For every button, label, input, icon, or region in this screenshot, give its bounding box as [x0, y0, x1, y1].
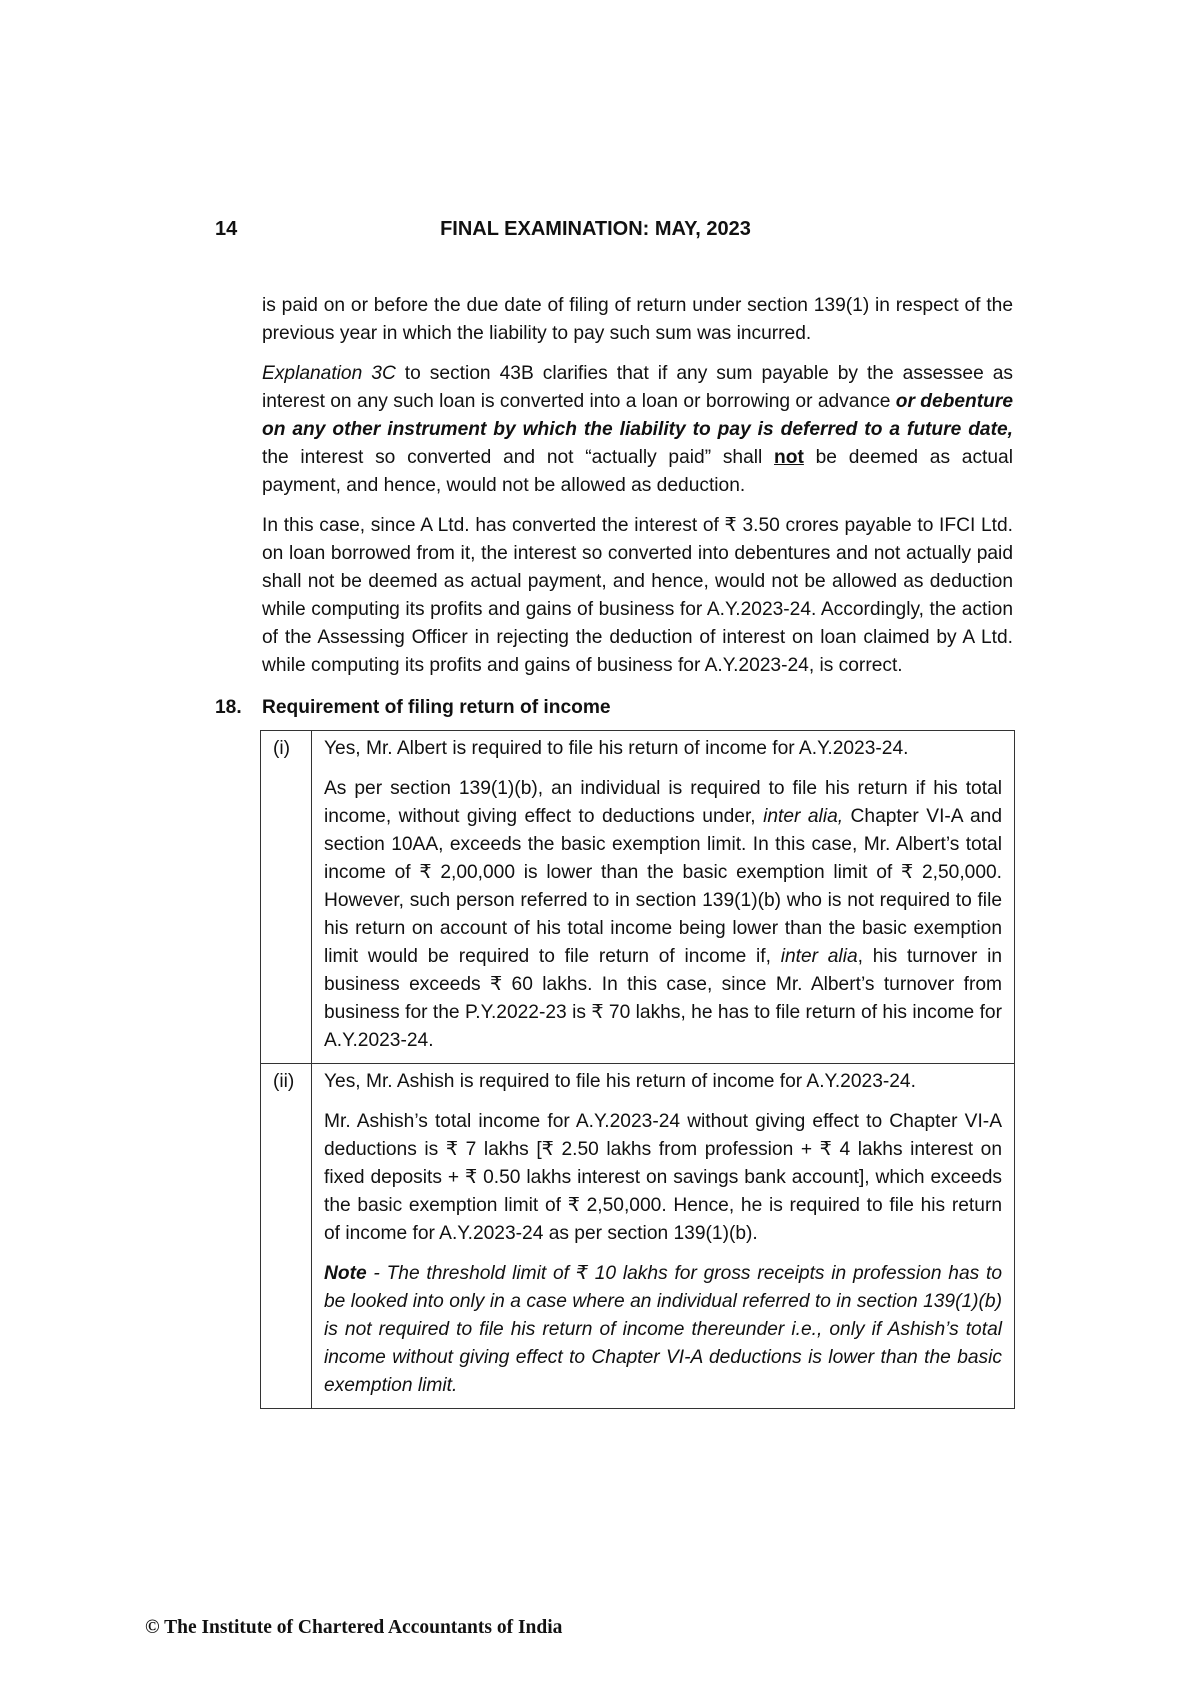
page-number: 14	[215, 218, 238, 240]
explanation-label: Explanation 3C	[262, 363, 396, 384]
row-label: (i)	[261, 731, 312, 1064]
answer-table	[260, 730, 1015, 1409]
question-number: 18.	[215, 697, 242, 718]
explanation-text-part2: the interest so converted and not “actually paid” shall	[262, 447, 775, 468]
detail-italic-2: inter alia	[780, 946, 858, 967]
row-note	[324, 1260, 1002, 1400]
row-detail	[324, 775, 1002, 1055]
detail-part-a: As per section 139(1)(b), an individual is required to file his return if his total income, without giving effect to deductions under,	[324, 778, 1002, 827]
question-title: Requirement of filing return of income	[262, 697, 611, 718]
detail-part-b: Chapter VI-A and section 10AA, exceeds the basic exemption limit. In this case, Mr. Albert’s total income of ₹ 2,00,000 is lower than the basic exemption limit of ₹ 2,50,000. However, such person referred to in section 139(1)(b) who is not required to file his return on account of his total income being lower than the basic exemption limit would be required to file return of income if,	[324, 806, 1003, 967]
detail-italic-1: inter alia,	[763, 806, 844, 827]
running-header-title: FINAL EXAMINATION: MAY, 2023	[440, 218, 751, 240]
note-text: - The threshold limit of ₹ 10 lakhs for gross receipts in profession has to be looked into only in a case where an individual referred to in section 139(1)(b) is not required to file his return of income thereunder i.e., only if Ashish’s total income without giving effect to Chapter VI-A deductions is lower than the basic exemption limit.	[324, 1263, 1002, 1396]
table-row	[261, 1064, 1015, 1409]
table-row	[261, 731, 1015, 1064]
row-label: (ii)	[261, 1064, 312, 1409]
paragraph-case-conclusion: In this case, since A Ltd. has converted the interest of ₹ 3.50 crores payable to IFCI Ltd. on loan borrowed from it, the interest so converted into debentures and not actually paid shall not be deemed as actual payment, and hence, would not be allowed as deduction while computing its profits and gains of business for A.Y.2023-24. Accordingly, the action of the Assessing Officer in rejecting the deduction of interest on loan claimed by A Ltd. while computing its profits and gains of business for A.Y.2023-24, is correct.	[262, 515, 1013, 676]
paragraph-due-date: is paid on or before the due date of filing of return under section 139(1) in respect of the previous year in which the liability to pay such sum was incurred.	[262, 295, 1013, 344]
note-label: Note	[324, 1263, 367, 1284]
paragraph-explanation-3c	[262, 360, 1013, 500]
row-content	[312, 1064, 1015, 1409]
footer-copyright: © The Institute of Chartered Accountants of India	[145, 1617, 563, 1638]
row-intro: Yes, Mr. Ashish is required to file his return of income for A.Y.2023-24.	[324, 1071, 916, 1092]
question-18-heading	[215, 694, 611, 722]
explanation-bold-italic: or debenture on any other instrument by which the liability to pay is deferred to a future date,	[262, 391, 1013, 440]
continuation-text	[262, 292, 1013, 692]
explanation-text-part3: be deemed as actual payment, and hence, would not be allowed as deduction.	[262, 447, 1013, 496]
detail-part-c: , his turnover in business exceeds ₹ 60 lakhs. In this case, since Mr. Albert’s turnover from business for the P.Y.2022-23 is ₹ 70 lakhs, he has to file return of his income for A.Y.2023-24.	[324, 946, 1003, 1051]
explanation-not-word: not	[774, 447, 804, 468]
row-intro: Yes, Mr. Albert is required to file his return of income for A.Y.2023-24.	[324, 738, 909, 759]
row-content	[312, 731, 1015, 1064]
row-detail: Mr. Ashish’s total income for A.Y.2023-24 without giving effect to Chapter VI-A deductions is ₹ 7 lakhs [₹ 2.50 lakhs from profession + ₹ 4 lakhs interest on fixed deposits + ₹ 0.50 lakhs interest on savings bank account], which exceeds the basic exemption limit of ₹ 2,50,000. Hence, he is required to file his return of income for A.Y.2023-24 as per section 139(1)(b).	[324, 1111, 1002, 1244]
explanation-text-part1: to section 43B clarifies that if any sum payable by the assessee as interest on any such loan is converted into a loan or borrowing or advance	[262, 363, 1013, 412]
